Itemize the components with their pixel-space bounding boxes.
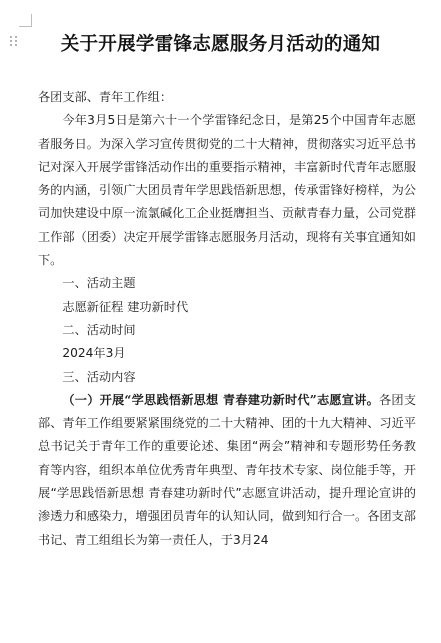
content-item-1-body: 各团支部、青年工作组要紧紧围绕党的二十大精神、团的十九大精神、习近平总书记关于青年工作的重要论述、集团“两会”精神和专题形势任务教育等内容，组织本单位优秀青年典型、青年技术专家、岗位能手等，开展“学思践悟新思想 青春建功新时代”志愿宣讲活动，提升理论宣讲的渗透力和感染力，增强团员青年的认知认同，做到知行合一。各团支部书记、青工组组长为第一责任人，于3月24	[38, 392, 417, 547]
page-corner-mark	[19, 14, 32, 27]
document-body	[38, 86, 416, 552]
section-text-time: 2024年3月	[62, 346, 126, 361]
section-heading-content: 三、活动内容	[62, 369, 136, 384]
salutation: 各团支部、青年工作组：	[38, 90, 173, 104]
section-text-theme: 志愿新征程 建功新时代	[62, 299, 189, 314]
content-item-1-title: （一）开展“学思践悟新思想 青春建功新时代”志愿宣讲。	[62, 392, 380, 407]
intro-paragraph: 今年3月5日是第六十一个学雷锋纪念日，是第25个中国青年志愿者服务日。为深入学习宣传贯彻党的二十大精神，贯彻落实习近平总书记对深入开展学雷锋活动作出的重要指示精神，丰富新时代青年志愿服务的内涵，引领广大团员青年学思践悟新思想，传承雷锋好榜样，为公司加快建设中原一流氯碱化工企业挺膺担当、贡献青春力量，公司党群工作部（团委）决定开展学雷锋志愿服务月活动，现将有关事宜通知如下。	[38, 113, 416, 268]
section-heading-time: 二、活动时间	[62, 322, 136, 337]
document-title: 关于开展学雷锋志愿服务月活动的通知	[60, 34, 381, 55]
content-item-1	[38, 389, 416, 552]
section-heading-theme: 一、活动主题	[62, 276, 136, 291]
